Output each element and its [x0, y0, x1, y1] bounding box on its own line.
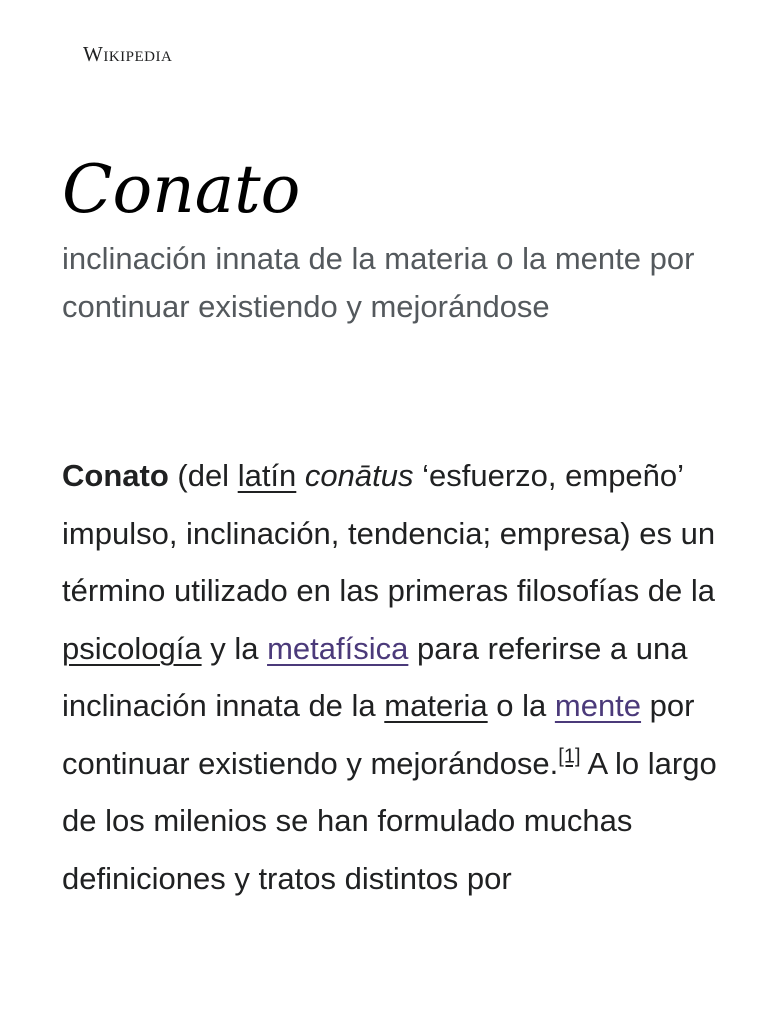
- paragraph-text: [296, 458, 305, 493]
- reference-1-link[interactable]: [1]: [558, 745, 581, 768]
- paragraph-text: y la: [201, 630, 268, 666]
- paragraph-text: A lo largo de los milenios se han formulado muchas definiciones y tratos distintos por: [62, 745, 717, 896]
- lead-term: Conato: [62, 458, 169, 493]
- article-description: inclinación innata de la materia o la mente por continuar existiendo y mejorándose: [62, 241, 695, 324]
- paragraph-text: por continuar existiendo y mejorándose.: [62, 688, 695, 781]
- page-title: Conato: [62, 151, 301, 228]
- paragraph-text: (del: [168, 458, 238, 493]
- latin-term: conātus: [304, 458, 414, 493]
- link-latin[interactable]: latín: [237, 458, 297, 493]
- lead-paragraph: [62, 447, 722, 907]
- link-mente[interactable]: mente: [554, 688, 642, 723]
- link-materia[interactable]: materia: [384, 688, 488, 723]
- link-psicologia[interactable]: psicología: [62, 630, 202, 666]
- link-metafisica[interactable]: metafísica: [267, 630, 409, 666]
- wikipedia-wordmark[interactable]: Wikipedia: [83, 42, 173, 66]
- paragraph-text: ‘esfuerzo, empeño’ impulso, inclinación, tendencia; empresa) es un término utilizado en las primeras filosofías de la: [62, 458, 716, 608]
- paragraph-text: para referirse a una inclinación innata de la: [62, 630, 688, 723]
- paragraph-text: o la: [487, 688, 555, 723]
